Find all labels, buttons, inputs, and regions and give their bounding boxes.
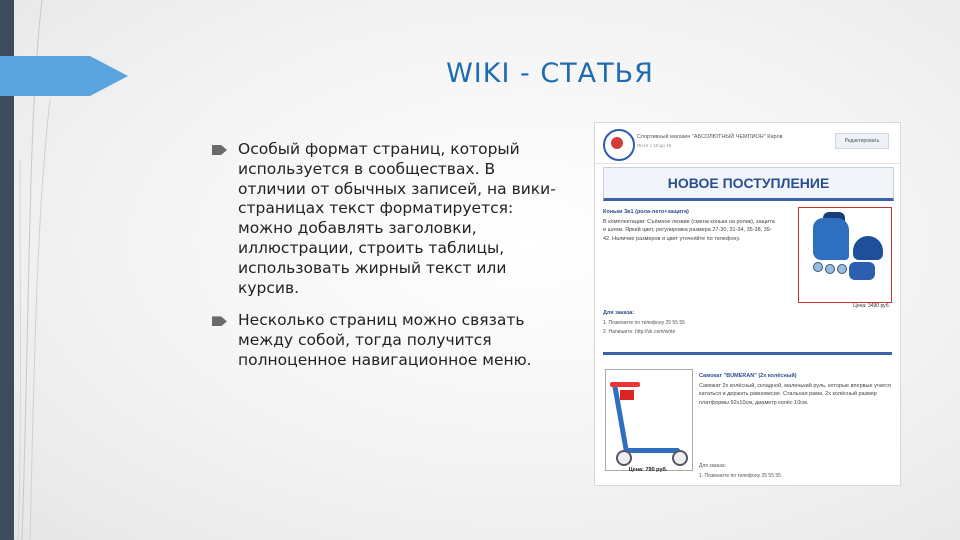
arrow-bullet-icon xyxy=(212,316,227,326)
wheel-icon xyxy=(616,450,632,466)
product2-description: Самокат 2х колёсный, складной, маленький руль, которые впервые учатся кататься и держать равновесие. Стальная рама, 2х колёсный размер платформы 92x10см, диаметр колёс 10см. xyxy=(699,383,891,406)
pads-icon xyxy=(849,262,875,280)
product1-description: В комплектации: Съёмное лезвие (смена конька на ролик), защита и шлем. Яркий цвет, регулировка размера 27-30, 31-34, 35-38, 39-42. Наличие размеров и цвет уточняйте по телефону. xyxy=(603,219,775,242)
bullet-text: Несколько страниц можно связать между собой, тогда получится полноценное навигационное меню. xyxy=(238,311,532,369)
product1-price: Цена: 3490 руб. xyxy=(853,303,890,309)
product2-order-label: Для заказа: xyxy=(699,463,726,469)
separator xyxy=(603,352,892,355)
bullet-text: Особый формат страниц, который используется в сообществах. В отличии от обычных записей, на вики-страницах текст форматируется: можно добавлять заголовки, иллюстрации, строить таблицы, использовать жирный текст или курсив. xyxy=(238,140,556,297)
scooter-flag-shape xyxy=(620,390,634,400)
wheel-icon xyxy=(672,450,688,466)
product1-title: Коньки 3в1 (рола-лето+защита) xyxy=(603,209,689,215)
skate-icon xyxy=(813,218,849,260)
scooter-handlebar-shape xyxy=(610,382,640,387)
shop-logo-icon xyxy=(603,129,635,161)
product2-price: Цена: 790 руб. xyxy=(628,467,668,473)
scooter-icon xyxy=(624,448,680,453)
helmet-icon xyxy=(853,236,883,260)
product2-order-line: 1. Позвоните по телефону 25 55 55 xyxy=(699,473,781,479)
order-label: Для заказа: xyxy=(603,310,635,316)
wheel-icon xyxy=(813,262,823,272)
arrow-bullet-icon xyxy=(212,145,227,155)
product2-title: Самокат "BUMERAN" (2х колёсный) xyxy=(699,373,797,379)
bullet-item xyxy=(212,311,562,370)
bullet-item xyxy=(212,140,562,298)
wiki-page-screenshot xyxy=(594,122,901,486)
new-arrivals-banner: НОВОЕ ПОСТУПЛЕНИЕ xyxy=(603,167,894,201)
product2-image xyxy=(605,369,693,471)
shop-subtitle: Пн-пт с 10 до 19 xyxy=(637,143,672,148)
bullet-list xyxy=(212,140,562,384)
order-line: 1. Позвоните по телефону 25 55 55 xyxy=(603,320,685,326)
slide-title: WIKI - СТАТЬЯ xyxy=(446,58,654,89)
edit-button: Редактировать xyxy=(835,133,889,149)
product1-image xyxy=(798,207,892,303)
shop-title: Спортивный магазин "АБСОЛЮТНЫЙ ЧЕМПИОН" Киров xyxy=(637,134,783,140)
order-link: 2. Напишите: http://vk.com/write xyxy=(603,329,676,335)
wheel-icon xyxy=(837,264,847,274)
shop-header xyxy=(595,123,900,164)
wheel-icon xyxy=(825,264,835,274)
